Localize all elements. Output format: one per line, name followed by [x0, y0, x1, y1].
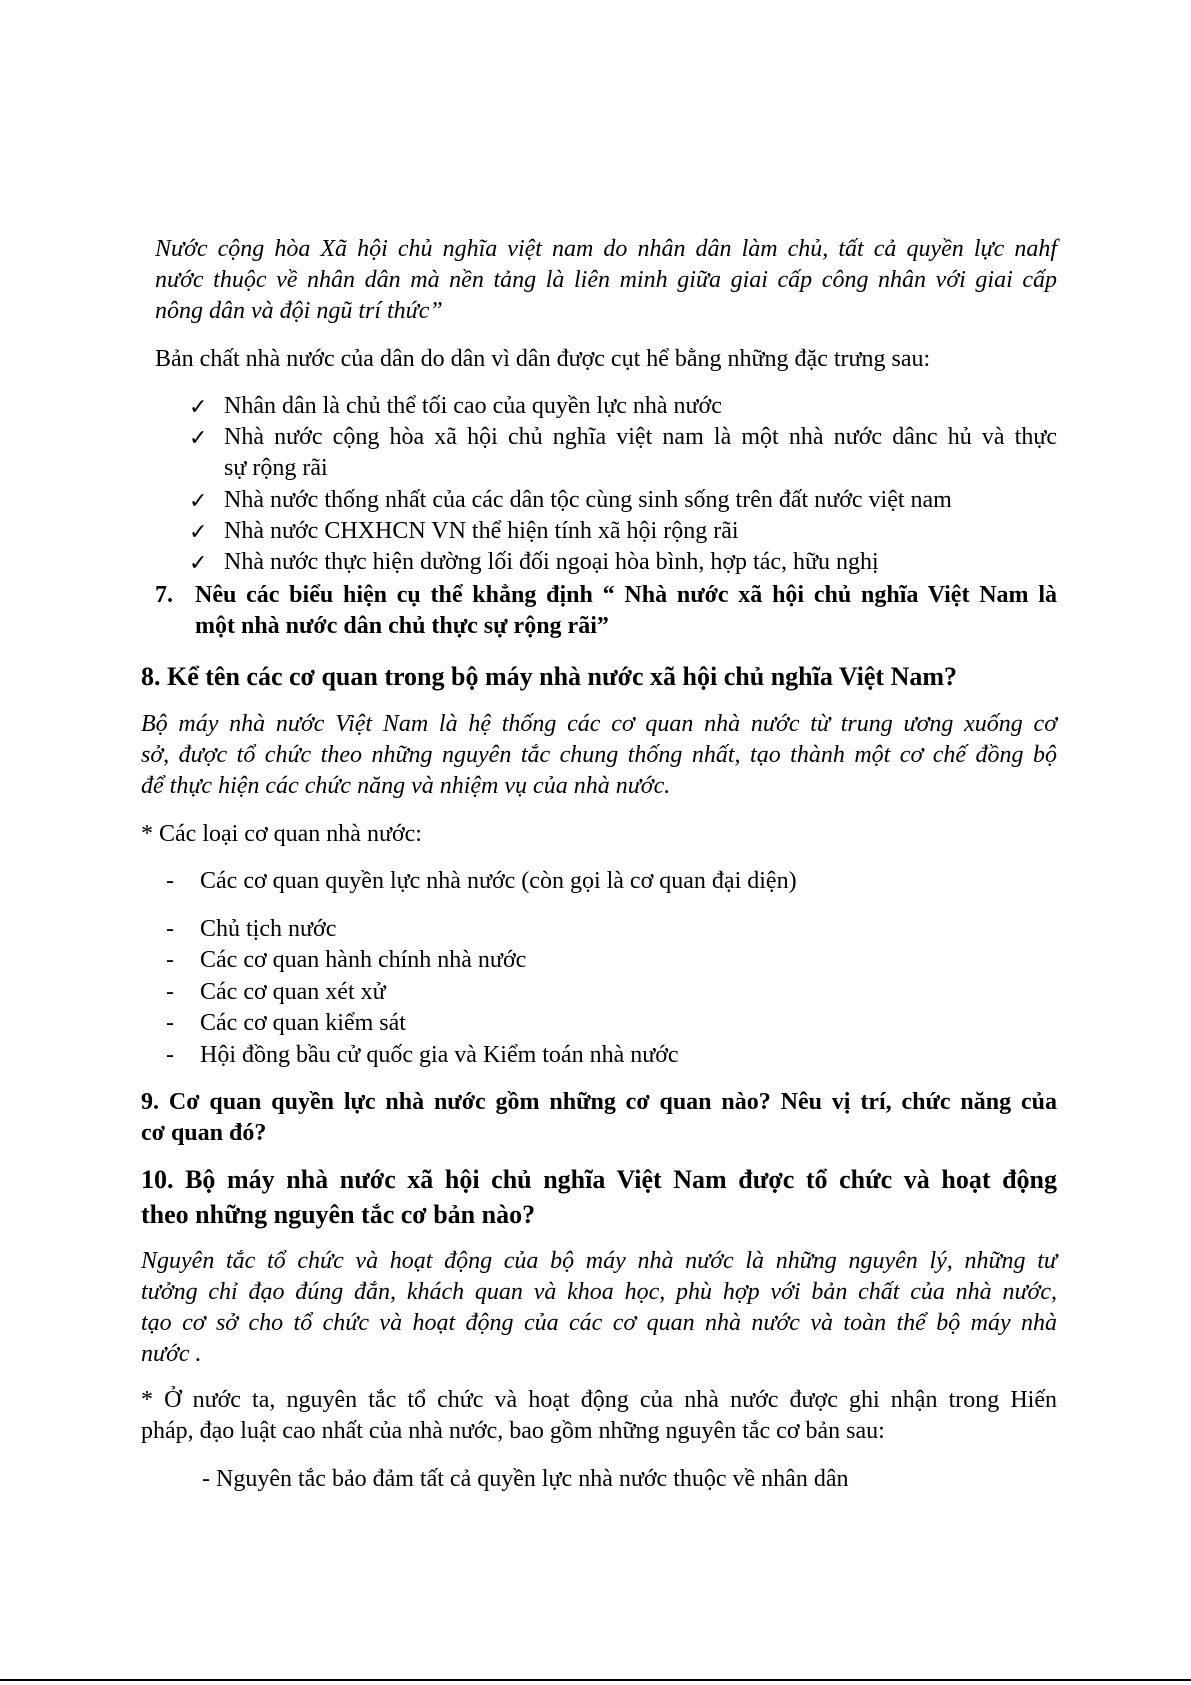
q10-principles-intro: * Ở nước ta, nguyên tắc tổ chức và hoạt động của nhà nước được ghi nhận trong Hiến: [141, 1387, 1057, 1413]
agency-type-item: Các cơ quan kiểm sát: [200, 1010, 406, 1036]
q10-heading-continuation: theo những nguyên tắc cơ bản nào?: [141, 1200, 536, 1229]
q7-heading-continuation: một nhà nước dân chủ thực sự rộng rãi”: [195, 613, 609, 639]
agency-type-item: Các cơ quan quyền lực nhà nước (còn gọi là cơ quan đại diện): [200, 868, 797, 894]
dash-bullet: -: [166, 947, 174, 973]
q8-definition-line: để thực hiện các chức năng và nhiệm vụ của nhà nước.: [141, 773, 671, 799]
q8-types-label: * Các loại cơ quan nhà nước:: [141, 821, 422, 847]
q8-definition-line: sở, được tổ chức theo những nguyên tắc chung thống nhất, tạo thành một cơ chế đồng bộ: [141, 742, 1057, 768]
trait-item: Nhân dân là chủ thể tối cao của quyền lực nhà nước: [224, 393, 722, 419]
page-bottom-rule: [0, 1679, 1191, 1681]
q7-number: 7.: [155, 582, 173, 608]
q10-heading: 10. Bộ máy nhà nước xã hội chủ nghĩa Việt Nam được tổ chức và hoạt động: [141, 1165, 1057, 1194]
q10-definition-line: Nguyên tắc tổ chức và hoạt động của bộ máy nhà nước là những nguyên lý, những tư: [141, 1248, 1057, 1274]
trait-item: Nhà nước CHXHCN VN thể hiện tính xã hội rộng rãi: [224, 518, 739, 544]
trait-item-continuation: sự rộng rãi: [224, 455, 328, 481]
trait-item: Nhà nước cộng hòa xã hội chủ nghĩa việt nam là một nhà nước dânc hủ và thực: [224, 424, 1057, 450]
trait-item: Nhà nước thực hiện dường lối đối ngoại hòa bình, hợp tác, hữu nghị: [224, 549, 879, 575]
dash-bullet: -: [166, 916, 174, 942]
q9-heading: 9. Cơ quan quyền lực nhà nước gồm những cơ quan nào? Nêu vị trí, chức năng của: [141, 1089, 1057, 1115]
q10-definition-line: nước .: [141, 1341, 202, 1367]
check-icon: ✓: [189, 550, 208, 575]
q8-heading: 8. Kể tên các cơ quan trong bộ máy nhà nước xã hội chủ nghĩa Việt Nam?: [141, 662, 958, 691]
dash-bullet: -: [166, 1010, 174, 1036]
trait-item: Nhà nước thống nhất của các dân tộc cùng sinh sống trên đất nước việt nam: [224, 487, 952, 513]
check-icon: ✓: [189, 488, 208, 513]
q10-principles-intro: pháp, đạo luật cao nhất của nhà nước, bao gồm những nguyên tắc cơ bản sau:: [141, 1418, 885, 1444]
agency-type-item: Các cơ quan hành chính nhà nước: [200, 947, 527, 973]
q8-definition-line: Bộ máy nhà nước Việt Nam là hệ thống các cơ quan nhà nước từ trung ương xuống cơ: [141, 711, 1057, 737]
agency-type-item: Các cơ quan xét xử: [200, 979, 386, 1005]
intro-quote-line: nông dân và đội ngũ trí thức”: [155, 298, 443, 324]
intro-quote-line: nước thuộc về nhân dân mà nền tảng là liên minh giữa giai cấp công nhân với giai cấp: [155, 267, 1057, 293]
q10-definition-line: tạo cơ sở cho tổ chức và hoạt động của các cơ quan nhà nước và toàn thể bộ máy nhà: [141, 1310, 1057, 1336]
principle-item: - Nguyên tắc bảo đảm tất cả quyền lực nhà nước thuộc về nhân dân: [202, 1466, 849, 1492]
agency-type-item: Hội đồng bầu cử quốc gia và Kiểm toán nhà nước: [200, 1042, 679, 1068]
dash-bullet: -: [166, 1042, 174, 1068]
check-icon: ✓: [189, 519, 208, 544]
q9-heading-continuation: cơ quan đó?: [141, 1120, 267, 1146]
dash-bullet: -: [166, 868, 174, 894]
check-icon: ✓: [189, 425, 208, 450]
check-icon: ✓: [189, 394, 208, 419]
q7-heading: Nêu các biểu hiện cụ thể khẳng định “ Nhà nước xã hội chủ nghĩa Việt Nam là: [195, 582, 1057, 608]
agency-type-item: Chủ tịch nước: [200, 916, 337, 942]
intro-quote-line: Nước cộng hòa Xã hội chủ nghĩa việt nam do nhân dân làm chủ, tất cả quyền lực nahf: [155, 236, 1057, 262]
dash-bullet: -: [166, 979, 174, 1005]
essence-lead: Bản chất nhà nước của dân do dân vì dân được cụt hể bằng những đặc trưng sau:: [155, 346, 931, 372]
q10-definition-line: tưởng chỉ đạo đúng đắn, khách quan và khoa học, phù hợp với bản chất của nhà nước,: [141, 1279, 1057, 1305]
